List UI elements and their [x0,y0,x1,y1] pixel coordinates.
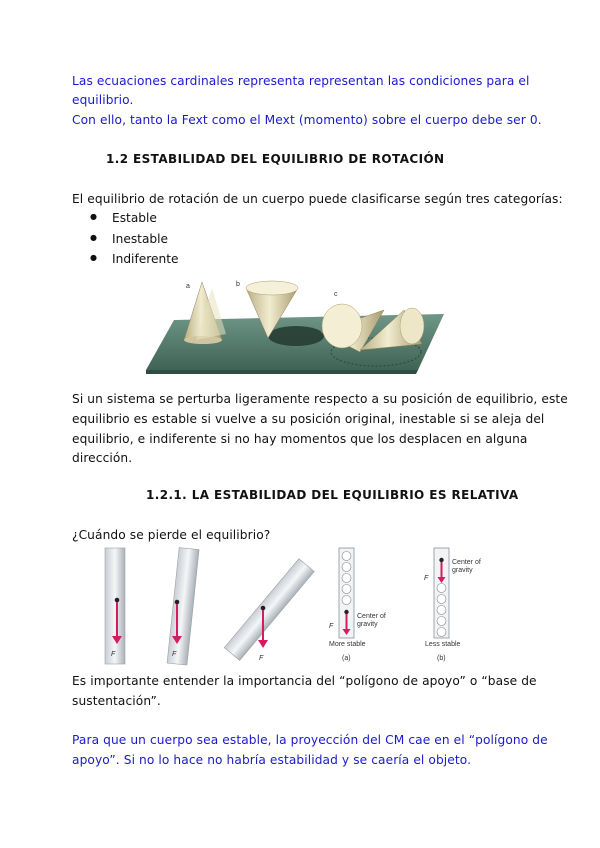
hole [437,584,446,593]
section-heading-1-2-1: 1.2.1. LA ESTABILIDAD DEL EQUILIBRIO ES RELATIVA [146,488,519,502]
relative-stability-figure [95,546,495,668]
center-of-mass-dot [175,600,180,605]
figure-label-a: a [186,283,190,290]
cone-neutral-2-base [400,308,424,344]
less-stable-label: Less stable [425,641,461,648]
stability-line-2: equilibrio es estable si vuelve a su posición original, inestable si se aleja del [72,412,545,426]
center-of-mass-dot [344,610,348,614]
list-item: ● Indiferente [90,249,178,270]
force-label: F [259,655,264,662]
question: ¿Cuándo se pierde el equilibrio? [72,528,271,542]
hole [437,628,446,637]
intro-line-1: Las ecuaciones cardinales representa representan las condiciones para el [72,74,530,88]
center-of-gravity-label: Center of [452,559,481,566]
stability-condition-line-1: Para que un cuerpo sea estable, la proyección del CM cae en el “polígono de [72,733,548,747]
shadow [268,326,324,346]
hole [342,574,351,583]
more-stable-label: More stable [329,641,366,648]
cone-neutral-base [322,304,362,348]
stability-line-1: Si un sistema se perturba ligeramente respecto a su posición de equilibrio, este [72,392,568,406]
gravity-arrow-head [258,640,268,648]
categories-list [90,208,178,270]
equilibrium-cones-figure [146,274,446,374]
force-label: F [111,651,116,658]
table-edge [146,370,418,374]
support-polygon-line-1: Es importante entender la importancia del “polígono de apoyo” o “base de [72,674,537,688]
center-of-mass-dot [261,606,266,611]
list-item: ● Estable [90,208,178,229]
categories-intro: El equilibrio de rotación de un cuerpo puede clasificarse según tres categorías: [72,192,563,206]
bar-falling [224,559,314,661]
hole [342,552,351,561]
support-polygon-line-2: sustentación”. [72,694,161,708]
stability-line-4: dirección. [72,451,133,465]
center-of-gravity-label: gravity [357,621,378,628]
bar-tilted [167,548,199,665]
intro-line-3: Con ello, tanto la Fext como el Mext (momento) sobre el cuerpo debe ser 0. [72,113,542,127]
hole [437,595,446,604]
figure-label-c: c [334,291,338,298]
center-of-mass-dot [439,558,443,562]
hole [437,617,446,626]
cone-unstable-top [246,281,298,295]
force-label: F [172,651,177,658]
center-of-gravity-label: Center of [357,613,386,620]
center-of-gravity-label: gravity [452,567,473,574]
hole [342,585,351,594]
figure-label-b: (b) [437,655,446,662]
force-label: F [424,575,429,582]
stability-condition-line-2: apoyo”. Si no lo hace no habría estabilidad y se caería el objeto. [72,753,472,767]
section-heading-1-2: 1.2 ESTABILIDAD DEL EQUILIBRIO DE ROTACIÓN [106,152,445,166]
hole [342,596,351,605]
intro-line-2: equilibrio. [72,93,134,107]
center-of-mass-dot [115,598,120,603]
figure-label-b: b [236,281,240,288]
figure-label-a: (a) [342,655,351,662]
hole [342,563,351,572]
hole [437,606,446,615]
stability-line-3: equilibrio, e indiferente si no hay momentos que los desplacen en alguna [72,432,528,446]
force-label: F [329,623,334,630]
list-item: ● Inestable [90,229,178,250]
bar-upright [105,548,125,664]
